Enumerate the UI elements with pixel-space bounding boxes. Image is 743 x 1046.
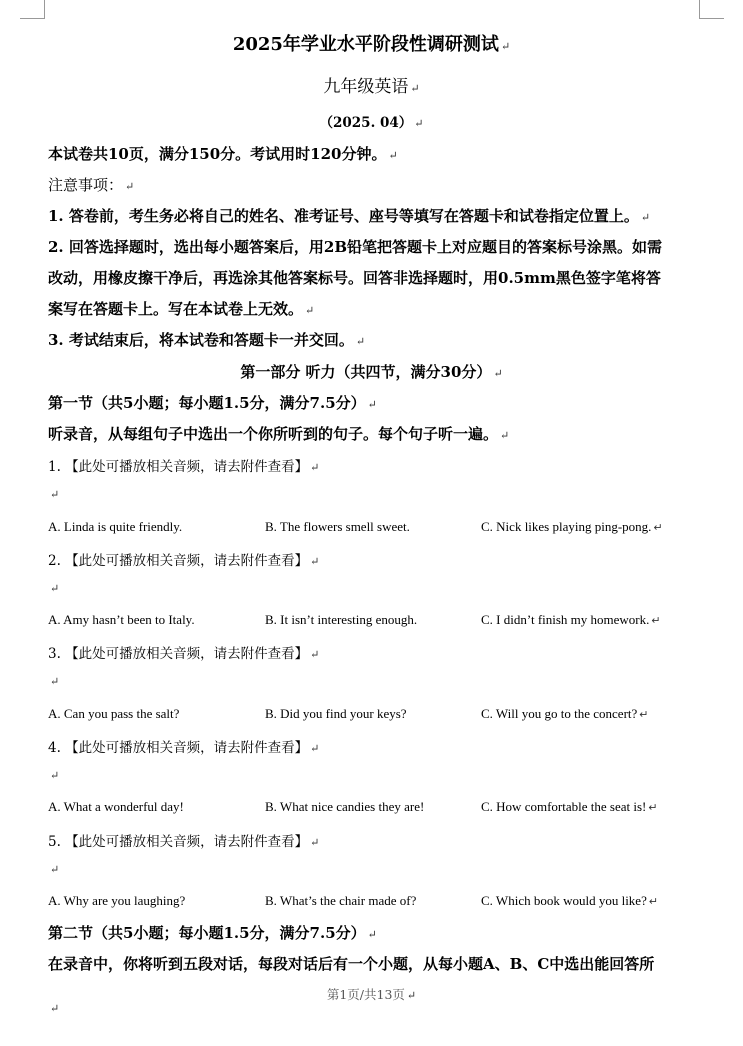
notice-item-2-line-1: 2. 回答选择题时，选出每小题答案后，用2B铅笔把答题卡上对应题目的答案标号涂黑。如需 <box>48 238 663 256</box>
section1-instruction: 听录音，从每组句子中选出一个你所听到的句子。每个句子听一遍。 ↵ <box>48 425 510 443</box>
question-2-option-b: B. It isn’t interesting enough. <box>265 612 418 627</box>
empty-paragraph: ↵ <box>50 1002 60 1015</box>
question-4-option-c: C. How comfortable the seat is! ↵ <box>481 799 658 814</box>
empty-paragraph: ↵ <box>50 488 60 501</box>
empty-paragraph: ↵ <box>50 582 60 595</box>
crop-mark-top-right <box>699 0 724 19</box>
question-5-option-b: B. What’s the chair made of? <box>265 893 417 908</box>
question-1-option-b: B. The flowers smell sweet. <box>265 519 410 534</box>
question-2-option-a: A. Amy hasn’t been to Italy. <box>48 612 195 627</box>
empty-paragraph: ↵ <box>50 769 60 782</box>
section2-instruction: 在录音中，你将听到五段对话，每段对话后有一个小题，从每小题A、B、C中选出能回答所 <box>48 955 655 973</box>
question-1-stem: 1. 【此处可播放相关音频，请去附件查看】 ↵ <box>48 459 320 475</box>
exam-subject: 九年级英语 ↵ <box>323 77 420 97</box>
question-3-stem: 3. 【此处可播放相关音频，请去附件查看】 ↵ <box>48 646 320 662</box>
question-3-option-c: C. Will you go to the concert? ↵ <box>481 706 649 721</box>
crop-mark-top-left <box>20 0 45 19</box>
empty-paragraph: ↵ <box>50 863 60 876</box>
question-2-stem: 2. 【此处可播放相关音频，请去附件查看】 ↵ <box>48 553 320 569</box>
question-1-option-a: A. Linda is quite friendly. <box>48 519 183 534</box>
part1-title: 第一部分 听力（共四节，满分30分） ↵ <box>240 363 503 381</box>
question-3-option-a: A. Can you pass the salt? <box>48 706 180 721</box>
page-number: 第1页/共13页 ↵ <box>326 987 417 1002</box>
question-5-stem: 5. 【此处可播放相关音频，请去附件查看】 ↵ <box>48 834 320 850</box>
question-5-option-c: C. Which book would you like? ↵ <box>481 893 659 908</box>
exam-summary: 本试卷共10页，满分150分。考试用时120分钟。 ↵ <box>48 145 398 163</box>
section2-title: 第二节（共5小题；每小题1.5分，满分7.5分） ↵ <box>48 924 377 942</box>
notice-item-2-line-2: 改动，用橡皮擦干净后，再选涂其他答案标号。回答非选择题时，用0.5mm黑色签字笔将答 <box>48 269 661 287</box>
notice-item-3: 3. 考试结束后，将本试卷和答题卡一并交回。 ↵ <box>48 331 366 349</box>
exam-title: 2025年学业水平阶段性调研测试 ↵ <box>232 34 511 55</box>
question-3-option-b: B. Did you find your keys? <box>265 706 407 721</box>
notice-title: 注意事项： ↵ <box>48 176 135 194</box>
question-4-stem: 4. 【此处可播放相关音频，请去附件查看】 ↵ <box>48 740 320 756</box>
notice-item-1: 1. 答卷前，考生务必将自己的姓名、准考证号、座号等填写在答题卡和试卷指定位置上。 ↵ <box>48 207 651 225</box>
question-4-option-b: B. What nice candies they are! <box>265 799 425 814</box>
section1-title: 第一节（共5小题；每小题1.5分，满分7.5分） ↵ <box>48 394 377 412</box>
exam-date: （2025. 04） ↵ <box>319 115 424 131</box>
notice-item-2-line-3: 案写在答题卡上。写在本试卷上无效。 ↵ <box>48 300 315 318</box>
question-4-option-a: A. What a wonderful day! <box>48 799 184 814</box>
question-5-option-a: A. Why are you laughing? <box>48 893 186 908</box>
empty-paragraph: ↵ <box>50 675 60 688</box>
question-2-option-c: C. I didn’t finish my homework. ↵ <box>481 612 661 627</box>
question-1-option-c: C. Nick likes playing ping-pong. ↵ <box>481 519 663 534</box>
